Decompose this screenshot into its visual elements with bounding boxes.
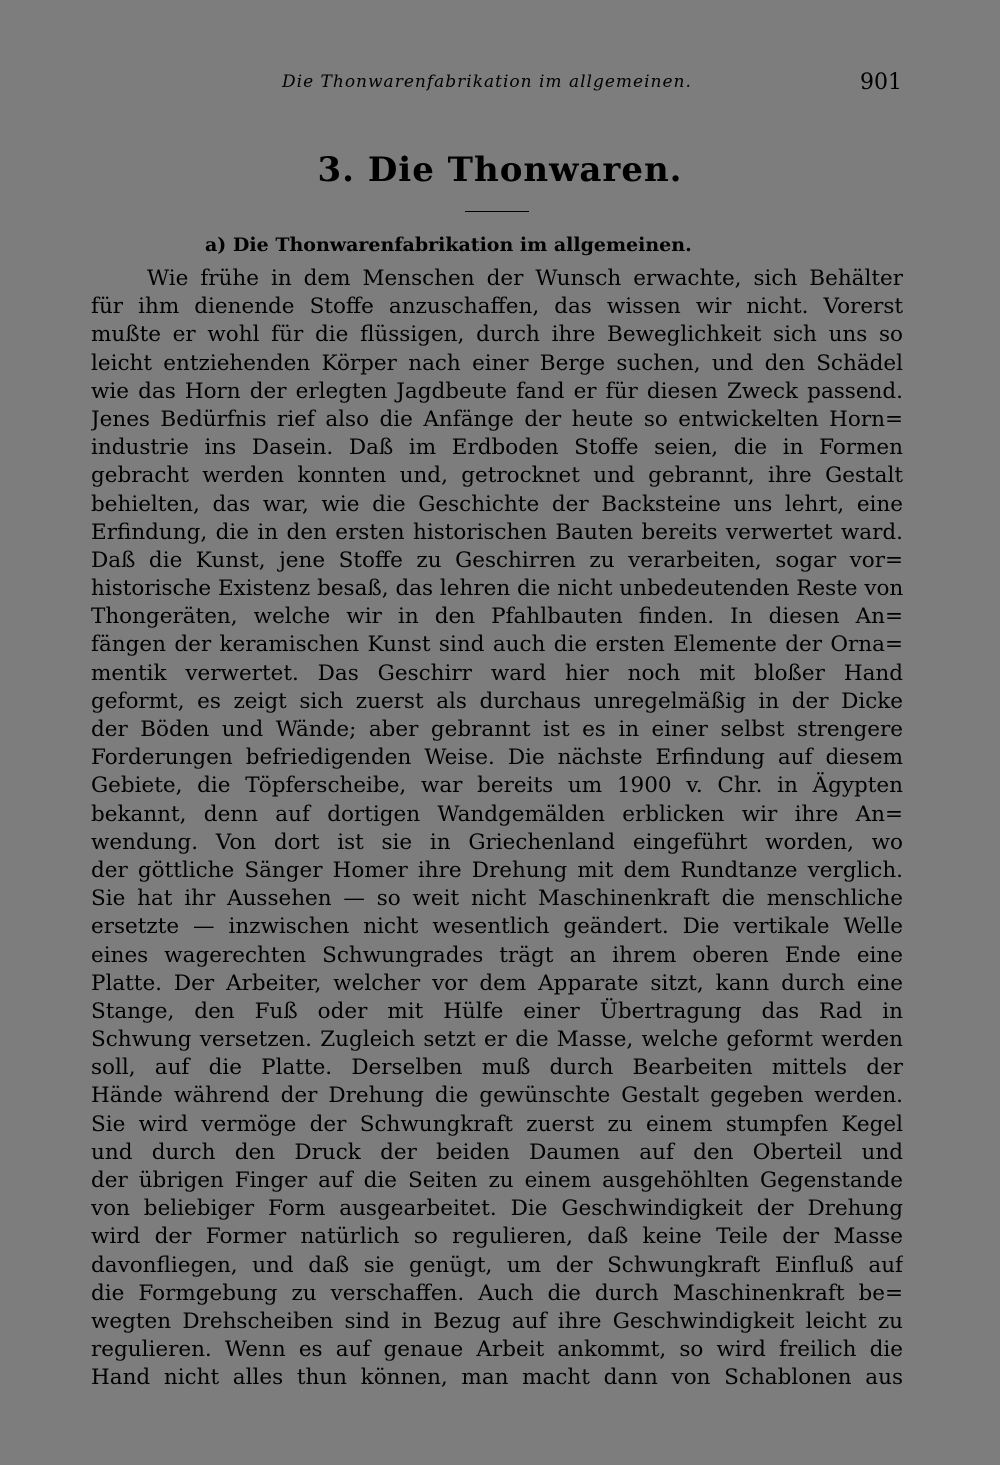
text-line: behielten, das war, wie die Geschichte der Backsteine uns lehrt, eine [91,491,903,517]
text-line: der Böden und Wände; aber gebrannt ist es in einer selbst strengere [91,717,903,742]
text-line: Gebiete, die Töpferscheibe, war bereits um 1900 v. Chr. in Ägypten [91,773,903,799]
text-line: für ihm dienende Stoffe anzuschaffen, das wissen wir nicht. Vorerst [91,294,903,320]
text-line: wird der Former natürlich so regulieren, daß keine Teile der Masse [91,1224,903,1250]
text-line: wegten Drehscheiben sind in Bezug auf ihre Geschwindigkeit leicht zu [91,1308,903,1334]
text-line: Thongeräten, welche wir in den Pfahlbauten finden. In diesen An= [91,604,903,630]
text-line: Hände während der Drehung die gewünschte Gestalt gegeben werden. [91,1083,903,1109]
page-number: 901 [860,70,902,95]
text-line: davonfliegen, und daß sie genügt, um der Schwungkraft Einfluß auf [91,1252,903,1278]
text-line: Schwung versetzen. Zugleich setzt er die Masse, welche geformt werden [91,1027,903,1053]
text-line: wendung. Von dort ist sie in Griechenland eingeführt worden, wo [91,829,903,855]
text-line: industrie ins Dasein. Daß im Erdboden Stoffe seien, die in Formen [91,435,903,461]
text-line: Sie hat ihr Aussehen — so weit nicht Maschinenkraft die menschliche [91,886,903,912]
text-line: der übrigen Finger auf die Seiten zu einem ausgehöhlten Gegenstande [91,1168,903,1193]
text-line: Hand nicht alles thun können, man macht dann von Schablonen aus [91,1365,903,1391]
text-line: historische Existenz besaß, das lehren die nicht unbedeutenden Reste von [91,576,903,602]
text-line: bekannt, denn auf dortigen Wandgemälden erblicken wir ihre An= [91,801,903,827]
text-line: ersetzte — inzwischen nicht wesentlich geändert. Die vertikale Welle [91,914,903,940]
text-line: regulieren. Wenn es auf genaue Arbeit ankommt, so wird freilich die [91,1337,903,1363]
text-line: Daß die Kunst, jene Stoffe zu Geschirren zu verarbeiten, sogar vor= [91,547,903,573]
section-title: a) Die Thonwarenfabrikation im allgemeinen. [205,234,692,256]
text-line: Stange, den Fuß oder mit Hülfe einer Übertragung das Rad in [91,998,903,1024]
text-line: geformt, es zeigt sich zuerst als durchaus unregelmäßig in der Dicke [91,688,903,714]
text-line: Erfindung, die in den ersten historischen Bauten bereits verwertet ward. [91,519,903,545]
text-line: Jenes Bedürfnis rief also die Anfänge der heute so entwickelten Horn= [91,406,903,432]
text-line: und durch den Druck der beiden Daumen auf den Oberteil und [91,1139,903,1165]
body-text [91,265,903,1393]
running-head: Die Thonwarenfabrikation im allgemeinen. [282,72,692,92]
text-line: mentik verwertet. Das Geschirr ward hier noch mit bloßer Hand [91,660,903,686]
text-line: eines wagerechten Schwungrades trägt an ihrem oberen Ende eine [91,942,903,968]
text-line: Sie wird vermöge der Schwungkraft zuerst zu einem stumpfen Kegel [91,1111,903,1137]
text-line: fängen der keramischen Kunst sind auch die ersten Elemente der Orna= [91,632,903,658]
text-line: soll, auf die Platte. Derselben muß durch Bearbeiten mittels der [91,1055,903,1081]
chapter-title: 3. Die Thonwaren. [317,150,683,190]
text-line: Wie frühe in dem Menschen der Wunsch erwachte, sich Behälter [147,266,903,291]
text-line: gebracht werden konnten und, getrocknet und gebrannt, ihre Gestalt [91,463,903,489]
text-line: Platte. Der Arbeiter, welcher vor dem Apparate sitzt, kann durch eine [91,970,903,996]
text-line: Forderungen befriedigenden Weise. Die nächste Erfindung auf diesem [91,745,903,771]
text-line: wie das Horn der erlegten Jagdbeute fand er für diesen Zweck passend. [91,378,903,404]
title-divider [465,211,529,212]
text-line: von beliebiger Form ausgearbeitet. Die Geschwindigkeit der Drehung [91,1196,903,1222]
text-line: mußte er wohl für die flüssigen, durch ihre Beweglichkeit sich uns so [91,322,903,348]
text-line: leicht entziehenden Körper nach einer Berge suchen, und den Schädel [91,350,903,376]
text-line: die Formgebung zu verschaffen. Auch die durch Maschinenkraft be= [91,1280,903,1306]
text-line: der göttliche Sänger Homer ihre Drehung mit dem Rundtanze verglich. [91,857,903,883]
